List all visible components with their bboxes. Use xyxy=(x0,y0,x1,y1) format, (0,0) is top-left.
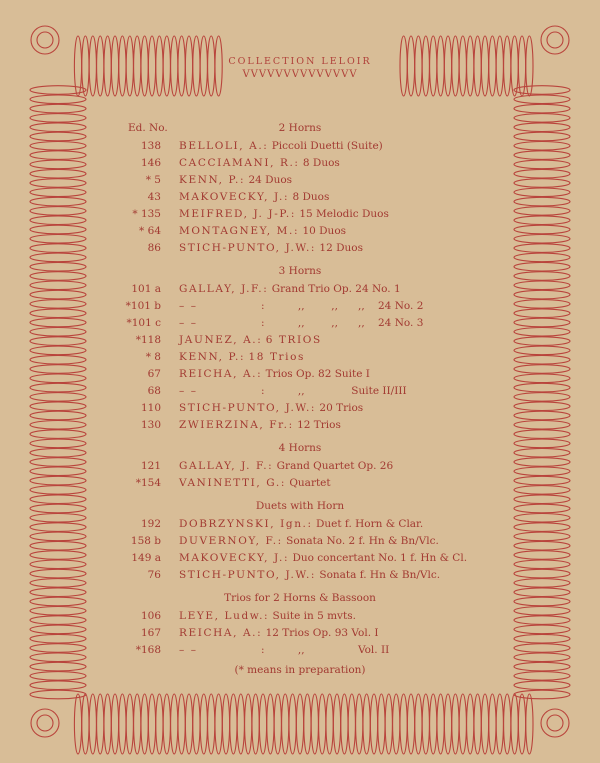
catalog-entry xyxy=(0,283,600,299)
edition-number: 106 xyxy=(140,610,161,622)
edition-number: * 5 xyxy=(145,174,161,186)
composer: STICH-PUNTO, J.W.: xyxy=(179,569,317,581)
composer: MAKOVECKY, J.: xyxy=(179,191,290,203)
composer: CACCIAMANI, R.: xyxy=(179,157,300,169)
edition-number: 130 xyxy=(140,419,161,431)
catalog-entry xyxy=(0,208,600,224)
work-title: Trios Op. 82 Suite I xyxy=(265,368,370,380)
composer: BELLOLI, A.: xyxy=(179,140,269,152)
composer: – – xyxy=(179,300,198,312)
work-title: Grand Quartet Op. 26 xyxy=(276,460,394,472)
edition-number: *118 xyxy=(135,334,161,346)
catalog-entry xyxy=(0,552,600,568)
work-title: 24 Duos xyxy=(248,174,293,186)
work-title: Duet f. Horn & Clar. xyxy=(315,518,424,530)
section-title: 4 Horns xyxy=(278,442,322,454)
work-title: 15 Melodic Duos xyxy=(299,208,389,220)
section-title: 2 Horns xyxy=(278,122,322,134)
composer: VANINETTI, G.: xyxy=(179,477,286,489)
edition-number: *101 b xyxy=(125,300,161,312)
catalog-entry xyxy=(0,242,600,258)
edition-number: 121 xyxy=(140,460,161,472)
edition-number: 110 xyxy=(140,402,161,414)
catalog-entry xyxy=(0,334,600,350)
catalog-entry xyxy=(0,317,600,333)
edition-number: 101 a xyxy=(131,283,161,295)
catalog-entry xyxy=(0,157,600,173)
composer: LEYE, Ludw.: xyxy=(179,610,270,622)
catalog-entry xyxy=(0,402,600,418)
section-title: Duets with Horn xyxy=(255,500,345,512)
work-title: 8 Duos xyxy=(302,157,340,169)
catalog-entry xyxy=(0,518,600,534)
work-title: 10 Duos xyxy=(302,225,347,237)
composer: KENN, P.: xyxy=(179,351,246,363)
edition-number: * 8 xyxy=(145,351,161,363)
work-title: : ,, Suite II/III xyxy=(260,385,407,397)
work-title: Suite in 5 mvts. xyxy=(272,610,356,622)
edition-number: 67 xyxy=(147,368,161,380)
work-title: Quartet xyxy=(289,477,331,489)
edition-number: 76 xyxy=(147,569,161,581)
work-title: 12 Trios Op. 93 Vol. I xyxy=(265,627,379,639)
catalog-entry xyxy=(0,385,600,401)
composer: STICH-PUNTO, J.W.: xyxy=(179,242,317,254)
catalog-entry xyxy=(0,460,600,476)
column-heading-ed-no: Ed. No. xyxy=(128,122,168,134)
composer: STICH-PUNTO, J.W.: xyxy=(179,402,317,414)
edition-number: 158 b xyxy=(130,535,161,547)
catalog-entry xyxy=(0,627,600,643)
catalog-entry xyxy=(0,477,600,493)
catalog-entry xyxy=(0,140,600,156)
composer: KENN, P.: xyxy=(179,174,246,186)
catalog-entry xyxy=(0,225,600,241)
catalog-entry xyxy=(0,569,600,585)
work-title: 18 Trios xyxy=(248,351,306,363)
edition-number: 192 xyxy=(140,518,161,530)
work-title: : ,, ,, ,, 24 No. 3 xyxy=(260,317,424,329)
composer: REICHA, A.: xyxy=(179,368,263,380)
title-ornament: VVVVVVVVVVVVVV xyxy=(242,69,358,80)
work-title: Duo concertant No. 1 f. Hn & Cl. xyxy=(292,552,468,564)
composer: REICHA, A.: xyxy=(179,627,263,639)
composer: JAUNEZ, A.: xyxy=(179,334,263,346)
edition-number: * 64 xyxy=(139,225,161,237)
composer: – – xyxy=(179,644,198,656)
catalog-entry xyxy=(0,610,600,626)
work-title: 8 Duos xyxy=(292,191,330,203)
composer: GALLAY, J.F.: xyxy=(179,283,269,295)
work-title: Piccoli Duetti (Suite) xyxy=(271,140,383,152)
edition-number: 138 xyxy=(140,140,161,152)
catalog-entry xyxy=(0,191,600,207)
composer: MAKOVECKY, J.: xyxy=(179,552,290,564)
catalog-entry xyxy=(0,644,600,660)
edition-number: 149 a xyxy=(131,552,161,564)
catalog-entry xyxy=(0,351,600,367)
composer: – – xyxy=(179,317,198,329)
composer: DUVERNOY, F.: xyxy=(179,535,283,547)
work-title: 20 Trios xyxy=(319,402,364,414)
work-title: Grand Trio Op. 24 No. 1 xyxy=(271,283,401,295)
edition-number: 68 xyxy=(147,385,161,397)
catalog-entry xyxy=(0,300,600,316)
composer: – – xyxy=(179,385,198,397)
section-title: 3 Horns xyxy=(278,265,322,277)
work-title: : ,, Vol. II xyxy=(260,644,390,656)
edition-number: 146 xyxy=(140,157,161,169)
edition-number: 167 xyxy=(140,627,161,639)
composer: DOBRZYNSKI, Ign.: xyxy=(179,518,313,530)
edition-number: *154 xyxy=(135,477,161,489)
catalog-entry xyxy=(0,419,600,435)
edition-number: *168 xyxy=(135,644,161,656)
composer: GALLAY, J. F.: xyxy=(179,460,274,472)
work-title: : ,, ,, ,, 24 No. 2 xyxy=(260,300,424,312)
edition-number: *101 c xyxy=(126,317,161,329)
work-title: 6 TRIOS xyxy=(265,334,322,346)
composer: MEIFRED, J. J-P.: xyxy=(179,208,296,220)
composer: MONTAGNEY, M.: xyxy=(179,225,300,237)
edition-number: 86 xyxy=(147,242,161,254)
work-title: Sonata f. Hn & Bn/Vlc. xyxy=(319,569,441,581)
work-title: 12 Trios xyxy=(297,419,341,431)
catalog-entry xyxy=(0,535,600,551)
catalog-entry xyxy=(0,174,600,190)
edition-number: * 135 xyxy=(132,208,161,220)
catalog-entry xyxy=(0,368,600,384)
section-title: Trios for 2 Horns & Bassoon xyxy=(224,592,376,604)
edition-number: 43 xyxy=(147,191,161,203)
collection-title: COLLECTION LELOIR xyxy=(228,56,372,67)
work-title: Sonata No. 2 f. Hn & Bn/Vlc. xyxy=(286,535,439,547)
footnote: (* means in preparation) xyxy=(234,664,366,676)
work-title: 12 Duos xyxy=(319,242,363,254)
composer: ZWIERZINA, Fr.: xyxy=(179,419,294,431)
